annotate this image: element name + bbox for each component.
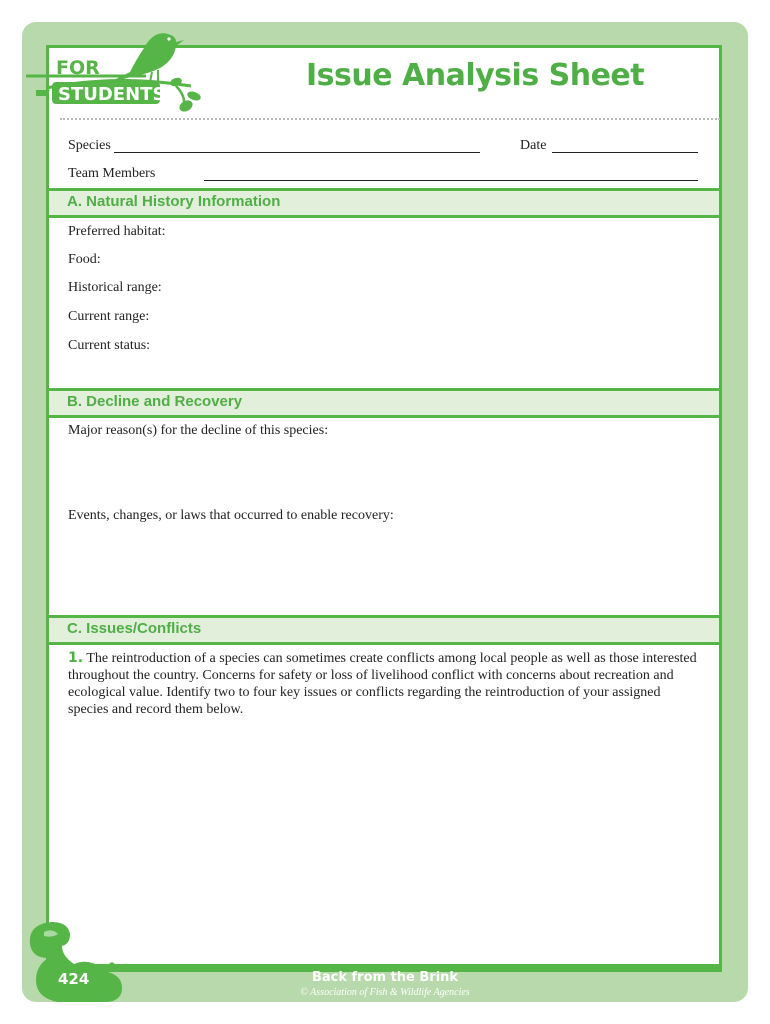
section-b-header: [49, 388, 719, 418]
section-c-heading: C. Issues/Conflicts: [67, 620, 202, 637]
dotted-divider: [60, 118, 720, 120]
footer-title: Back from the Brink: [311, 970, 459, 985]
page-number: 424: [58, 970, 90, 988]
question-number: 1.: [68, 650, 84, 666]
team-members-label: Team Members: [68, 166, 156, 181]
section-c-header: [49, 615, 719, 645]
date-input-line[interactable]: [552, 152, 698, 153]
worksheet-panel: [46, 45, 722, 969]
current-range-label: Current range:: [68, 309, 150, 324]
decline-reasons-label: Major reason(s) for the decline of this species:: [68, 423, 329, 438]
team-members-input-line[interactable]: [204, 180, 698, 181]
historical-range-label: Historical range:: [68, 280, 162, 295]
preferred-habitat-label: Preferred habitat:: [68, 224, 166, 239]
footer-copyright: © Association of Fish & Wildlife Agencies: [300, 987, 470, 998]
food-label: Food:: [68, 252, 101, 267]
issues-instructions-text: The reintroduction of a species can sometimes create conflicts among local people as well as those interested throughout the country. Concerns for safety or loss of livelihood conflict with concerns about recreation and ecological value. Identify two to four key issues or conflicts regarding the reintroduction of your assigned species and record them below.: [68, 651, 697, 717]
for-students-logo: [26, 24, 206, 119]
page-title: Issue Analysis Sheet: [306, 58, 645, 93]
section-a-header: [49, 188, 719, 218]
species-label: Species: [68, 138, 111, 153]
species-input-line[interactable]: [114, 152, 480, 153]
badge-text-students: STUDENTS: [58, 84, 166, 105]
current-status-label: Current status:: [68, 338, 151, 353]
badge-text-for: FOR: [56, 57, 100, 79]
recovery-events-label: Events, changes, or laws that occurred to enable recovery:: [68, 508, 394, 523]
date-label: Date: [520, 138, 547, 153]
section-a-heading: A. Natural History Information: [67, 193, 281, 210]
section-b-heading: B. Decline and Recovery: [67, 393, 243, 410]
issues-instructions: [68, 650, 698, 718]
